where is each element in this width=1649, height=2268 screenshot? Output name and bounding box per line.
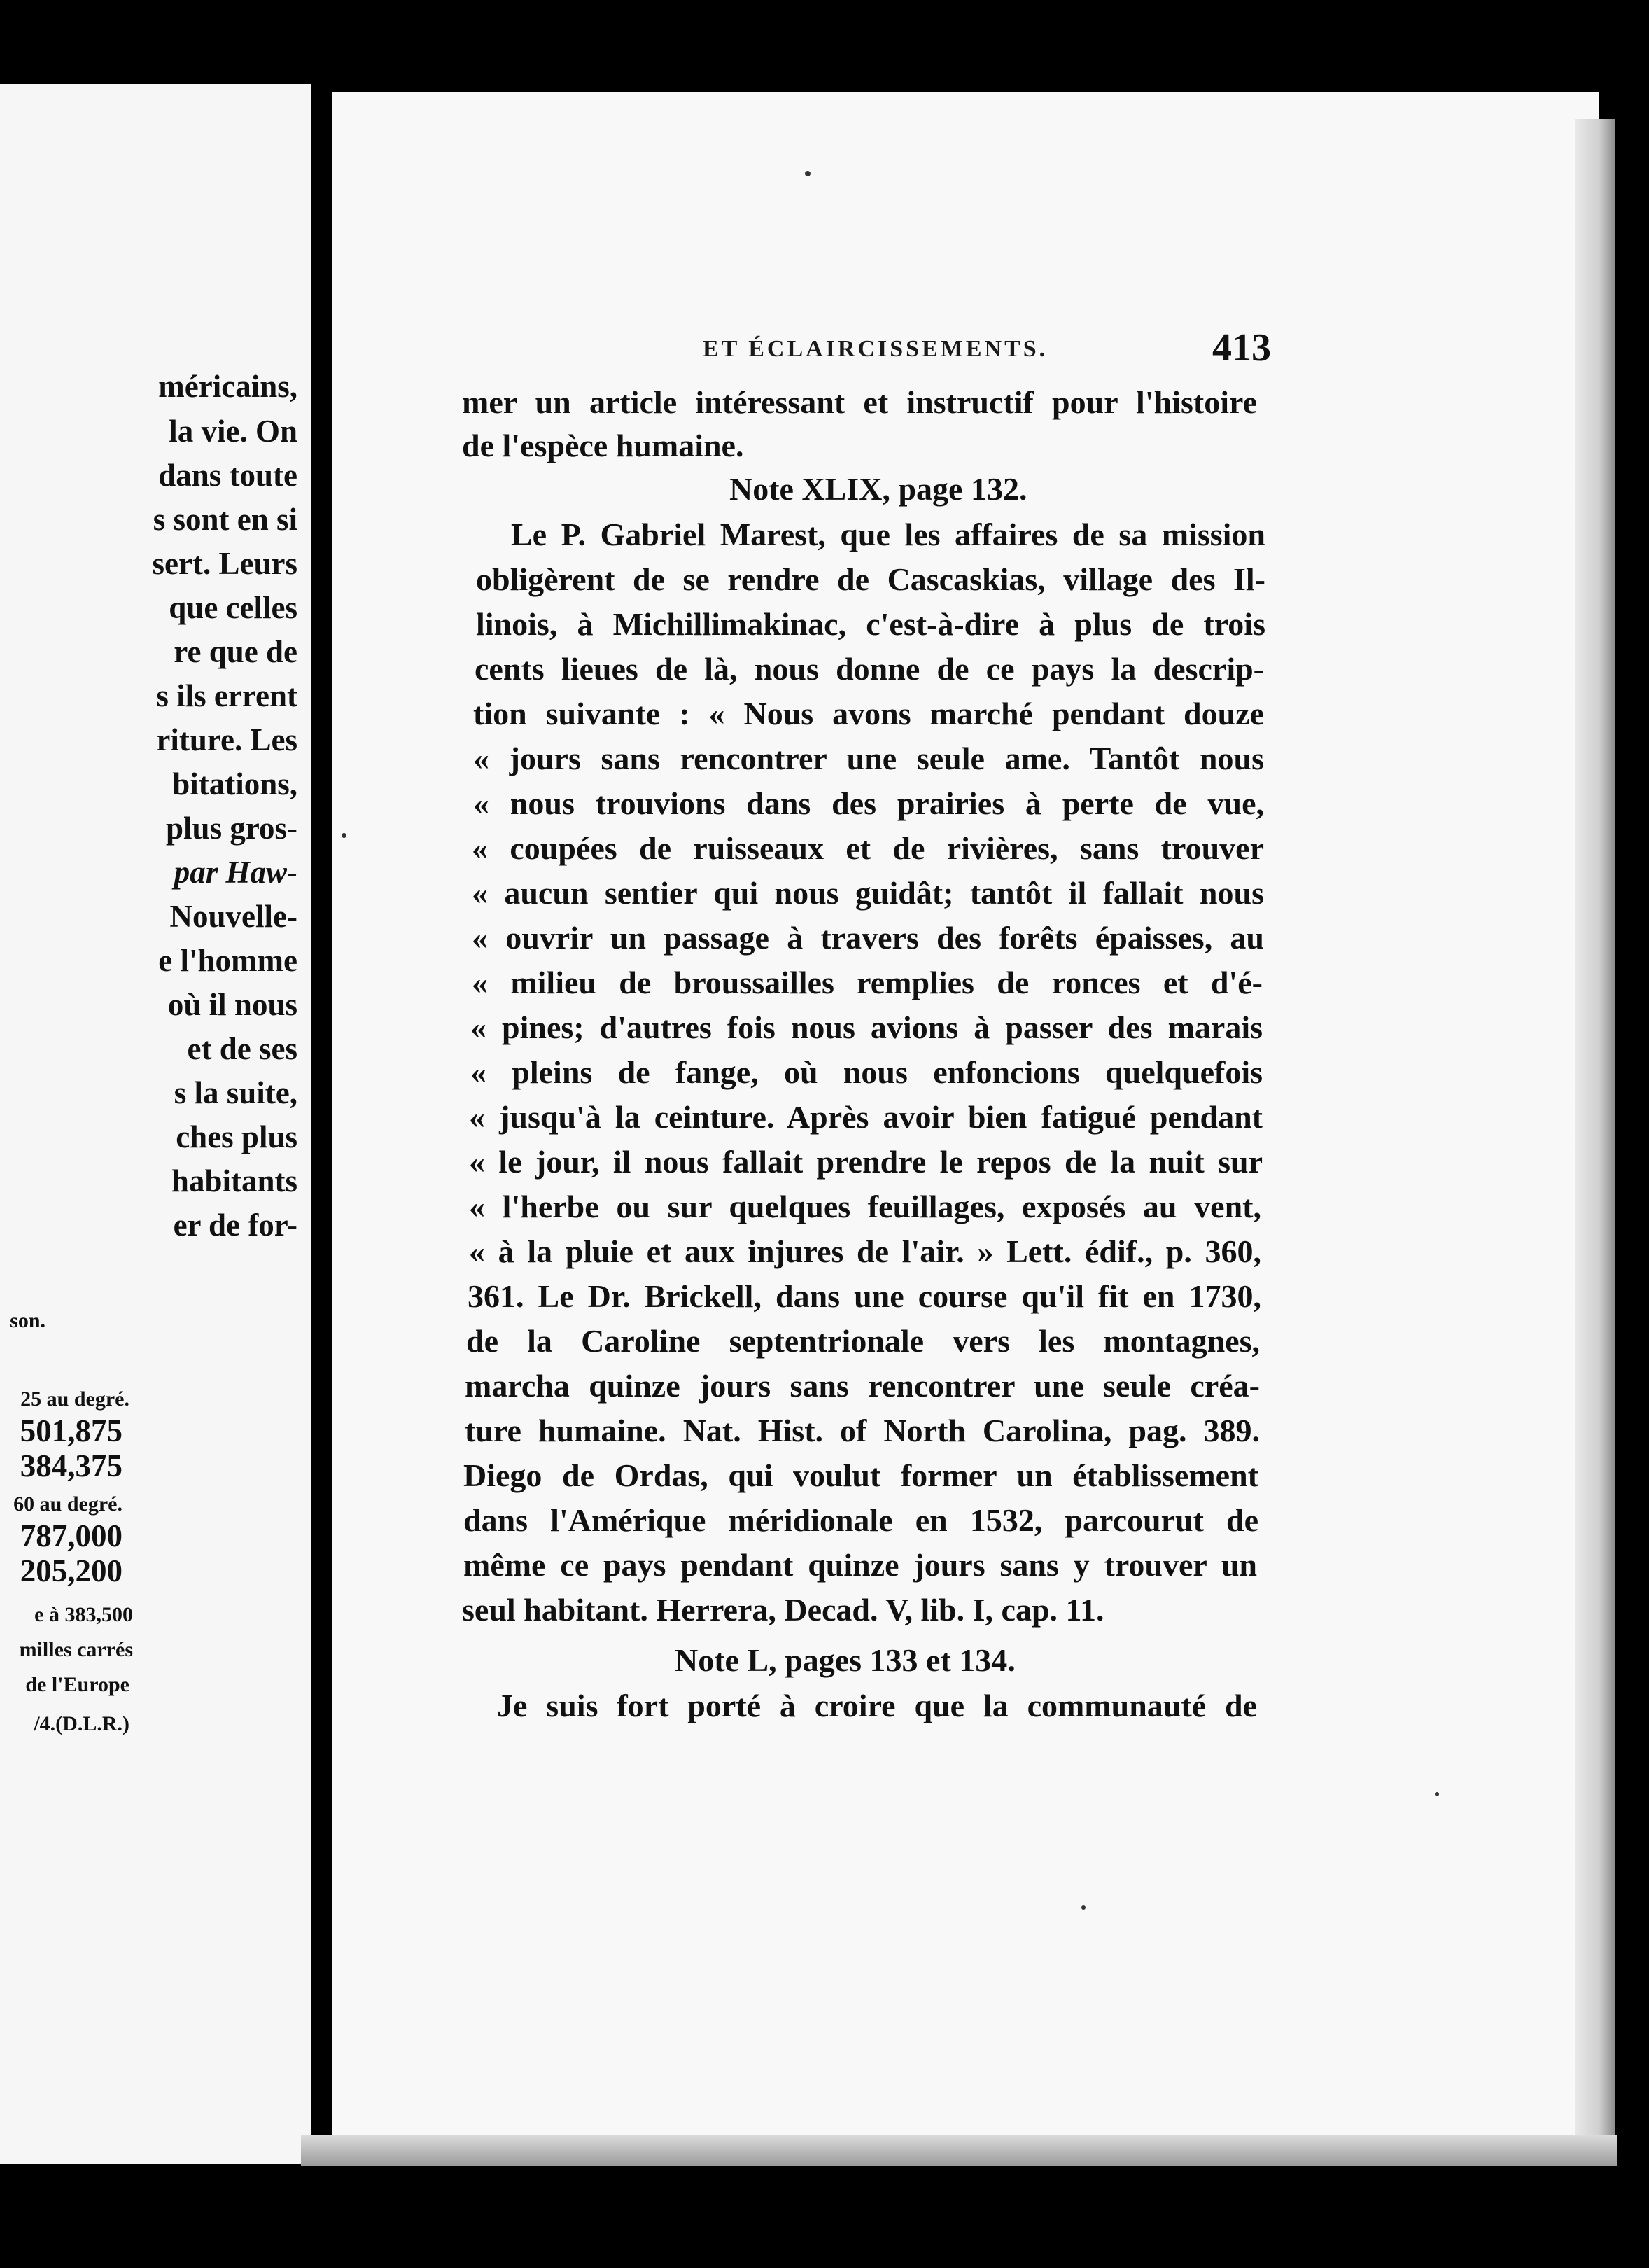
text-line: de l'espèce humaine.	[462, 428, 744, 463]
left-page-line: où il nous	[167, 987, 297, 1022]
left-page-line: e l'homme	[158, 943, 297, 978]
left-page-line: et de ses	[187, 1031, 297, 1066]
text-line: Diego de Ordas, qui voulut former un établissement	[463, 1457, 1258, 1493]
text-line: linois, à Michillimakinac, c'est-à-dire à plus de trois	[476, 606, 1265, 642]
text-line: 361. Le Dr. Brickell, dans une course qu'il fit en 1730,	[468, 1278, 1261, 1314]
page-bottom-edge	[301, 2135, 1617, 2166]
left-page-line: sert. Leurs	[152, 546, 297, 581]
text-line: cents lieues de là, nous donne de ce pays la descrip-	[475, 651, 1264, 687]
left-page-line: s ils errent	[156, 678, 297, 713]
left-page-line: /4.(D.L.R.)	[34, 1712, 129, 1735]
note-heading: Note L, pages 133 et 134.	[675, 1642, 1016, 1678]
text-line: ture humaine. Nat. Hist. of North Carolina, pag. 389.	[465, 1413, 1260, 1448]
paper-speck	[342, 833, 346, 838]
left-page-line: la vie. On	[169, 414, 297, 449]
text-line: « à la pluie et aux injures de l'air. » Lett. édif., p. 360,	[469, 1233, 1261, 1269]
left-page-line: milles carrés	[19, 1638, 133, 1661]
text-line: Je suis fort porté à croire que la communauté de	[497, 1688, 1257, 1723]
text-line: « milieu de broussailles remplies de ronces et d'é-	[472, 965, 1263, 1000]
text-line: « jusqu'à la ceinture. Après avoir bien fatigué pendant	[469, 1099, 1263, 1135]
page-edge	[1575, 119, 1615, 2135]
left-page-line: 25 au degré.	[20, 1387, 129, 1410]
left-page-line: riture. Les	[156, 722, 297, 757]
text-line: « coupées de ruisseaux et de rivières, sans trouver	[472, 830, 1264, 866]
left-page-line: Nouvelle-	[169, 899, 297, 934]
text-line: obligèrent de se rendre de Cascaskias, village des Il-	[476, 561, 1265, 597]
left-page-line: e à 383,500	[34, 1603, 133, 1626]
left-page-line: par Haw-	[174, 855, 297, 890]
paper-speck	[1435, 1792, 1439, 1796]
left-page-line: er de for-	[173, 1208, 297, 1242]
left-page-line: 205,200	[20, 1553, 122, 1588]
left-page-line: son.	[10, 1309, 45, 1332]
left-page-line: s la suite,	[174, 1075, 297, 1110]
text-line: « aucun sentier qui nous guidât; tantôt il fallait nous	[472, 875, 1264, 911]
note-heading: Note XLIX, page 132.	[729, 471, 1027, 507]
paper-speck	[805, 171, 811, 176]
left-page-line: ches plus	[176, 1119, 297, 1154]
text-line: « pines; d'autres fois nous avions à passer des marais	[470, 1009, 1263, 1045]
text-line: « ouvrir un passage à travers des forêts épaisses, au	[472, 920, 1264, 955]
text-line: seul habitant. Herrera, Decad. V, lib. I, cap. 11.	[462, 1592, 1104, 1628]
text-line: marcha quinze jours sans rencontrer une seule créa-	[465, 1368, 1260, 1404]
text-line: « jours sans rencontrer une seule ame. Tantôt nous	[473, 741, 1264, 776]
text-line: dans l'Amérique méridionale en 1532, parcourut de	[463, 1502, 1258, 1538]
text-line: mer un article intéressant et instructif pour l'histoire	[462, 384, 1257, 420]
left-page-line: 787,000	[20, 1518, 122, 1553]
text-line: « le jour, il nous fallait prendre le repos de la nuit sur	[469, 1144, 1263, 1180]
text-line: tion suivante : « Nous avons marché pendant douze	[473, 696, 1264, 732]
text-line: « l'herbe ou sur quelques feuillages, exposés au vent,	[469, 1189, 1261, 1224]
left-page-fragment	[0, 84, 311, 2164]
text-line: « pleins de fange, où nous enfoncions quelquefois	[470, 1054, 1263, 1090]
text-line: Le P. Gabriel Marest, que les affaires de sa mission	[511, 517, 1265, 552]
left-page-line: dans toute	[158, 458, 297, 493]
text-line: même ce pays pendant quinze jours sans y trouver un	[463, 1547, 1257, 1583]
page-number: 413	[1212, 326, 1271, 370]
left-page-line: re que de	[174, 634, 297, 669]
left-page-line: que celles	[169, 590, 297, 625]
text-line: de la Caroline septentrionale vers les montagnes,	[466, 1323, 1260, 1359]
running-head: ET ÉCLAIRCISSEMENTS.	[703, 336, 1048, 362]
left-page-line: 384,375	[20, 1448, 122, 1483]
left-page-line: 501,875	[20, 1413, 122, 1448]
text-line: « nous trouvions dans des prairies à perte de vue,	[473, 785, 1264, 821]
left-page-line: habitants	[171, 1163, 297, 1198]
left-page-line: bitations,	[172, 766, 297, 802]
left-page-line: de l'Europe	[25, 1673, 129, 1696]
left-page-line: 60 au degré.	[13, 1492, 122, 1516]
left-page-line: plus gros-	[166, 811, 297, 846]
paper-speck	[1081, 1905, 1086, 1910]
left-page-line: s sont en si	[153, 502, 297, 537]
left-page-line: méricains,	[158, 369, 297, 404]
